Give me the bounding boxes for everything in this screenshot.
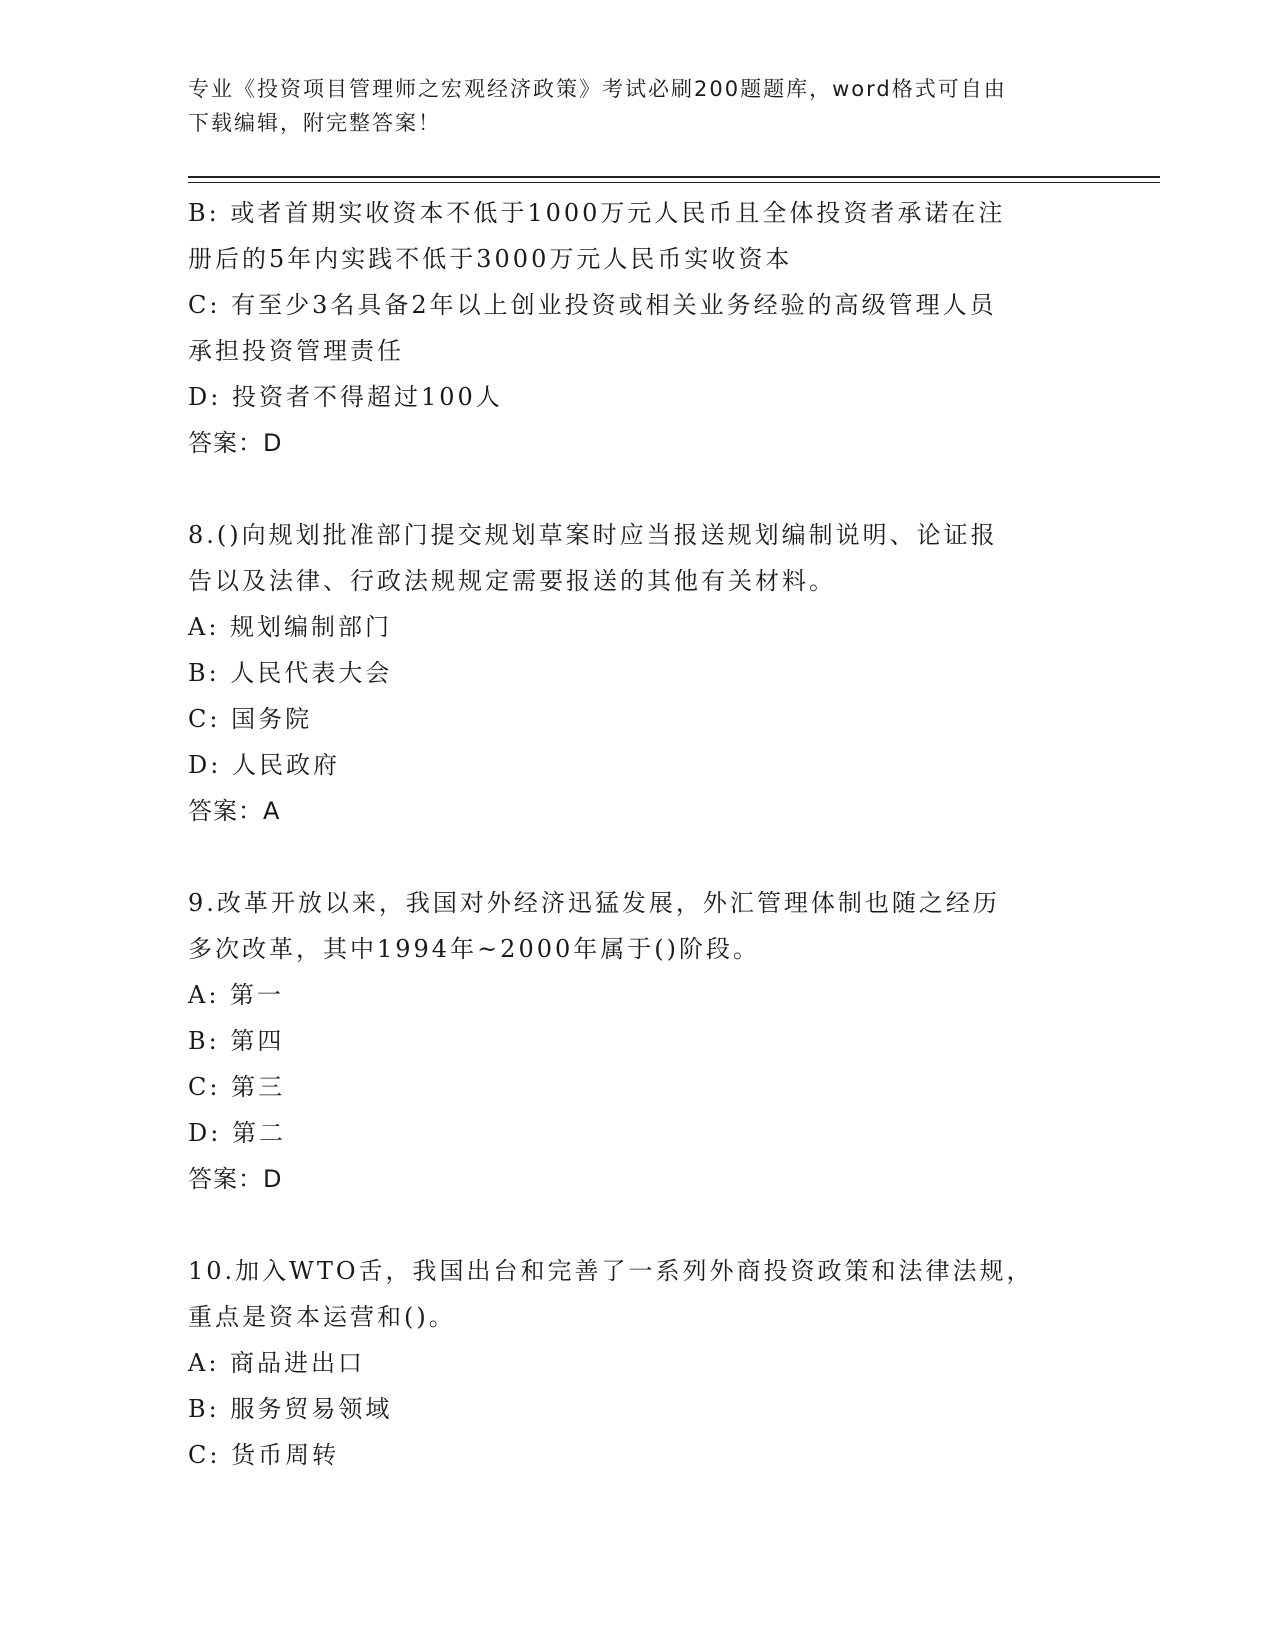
- question-stem-line-1: 10.加入WTO舌，我国出台和完善了一系列外商投资政策和法律法规，: [188, 1257, 1034, 1285]
- option-b-line-2: 册后的5年内实践不低于3000万元人民币实收资本: [188, 245, 793, 273]
- header-line-1: 专业《投资项目管理师之宏观经济政策》考试必刷200题题库，word格式可自由: [188, 77, 1007, 101]
- spacer: [188, 834, 1088, 880]
- spacer: [188, 466, 1088, 512]
- option-b: B: 人民代表大会: [188, 659, 393, 687]
- option-a: A: 第一: [188, 981, 285, 1009]
- option-d: D: 投资者不得超过100人: [188, 383, 503, 411]
- question-stem-line-2: 多次改革，其中1994年~2000年属于()阶段。: [188, 935, 760, 963]
- question-stem-line-2: 告以及法律、行政法规规定需要报送的其他有关材料。: [188, 567, 836, 595]
- option-c-line-2: 承担投资管理责任: [188, 337, 404, 365]
- option-a: A: 规划编制部门: [188, 613, 393, 641]
- question-10: [188, 1248, 1088, 1478]
- option-b-line-1: B: 或者首期实收资本不低于1000万元人民币且全体投资者承诺在注: [188, 199, 1006, 227]
- option-c: C: 货币周转: [188, 1441, 340, 1469]
- answer: 答案：D: [188, 1165, 283, 1193]
- option-c: C: 国务院: [188, 705, 313, 733]
- question-list: [188, 190, 1088, 1478]
- header-divider-thin: [188, 182, 1160, 183]
- header-line-2: 下载编辑，附完整答案！: [188, 111, 441, 135]
- question-9: [188, 880, 1088, 1202]
- spacer: [188, 1202, 1088, 1248]
- answer: 答案：D: [188, 429, 283, 457]
- option-c: C: 第三: [188, 1073, 286, 1101]
- option-a: A: 商品进出口: [188, 1349, 366, 1377]
- header-divider-thick: [188, 176, 1160, 178]
- question-stem-line-1: 8.()向规划批准部门提交规划草案时应当报送规划编制说明、论证报: [188, 521, 998, 549]
- option-b: B: 服务贸易领域: [188, 1395, 393, 1423]
- option-d: D: 第二: [188, 1119, 286, 1147]
- question-stem-line-2: 重点是资本运营和()。: [188, 1303, 456, 1331]
- option-b: B: 第四: [188, 1027, 285, 1055]
- question-8: [188, 512, 1088, 834]
- question-7: [188, 190, 1088, 466]
- option-c-line-1: C: 有至少3名具备2年以上创业投资或相关业务经验的高级管理人员: [188, 291, 997, 319]
- document-header: [188, 72, 1088, 140]
- answer: 答案：A: [188, 797, 281, 825]
- question-stem-line-1: 9.改革开放以来，我国对外经济迅猛发展，外汇管理体制也随之经历: [188, 889, 1000, 917]
- option-d: D: 人民政府: [188, 751, 340, 779]
